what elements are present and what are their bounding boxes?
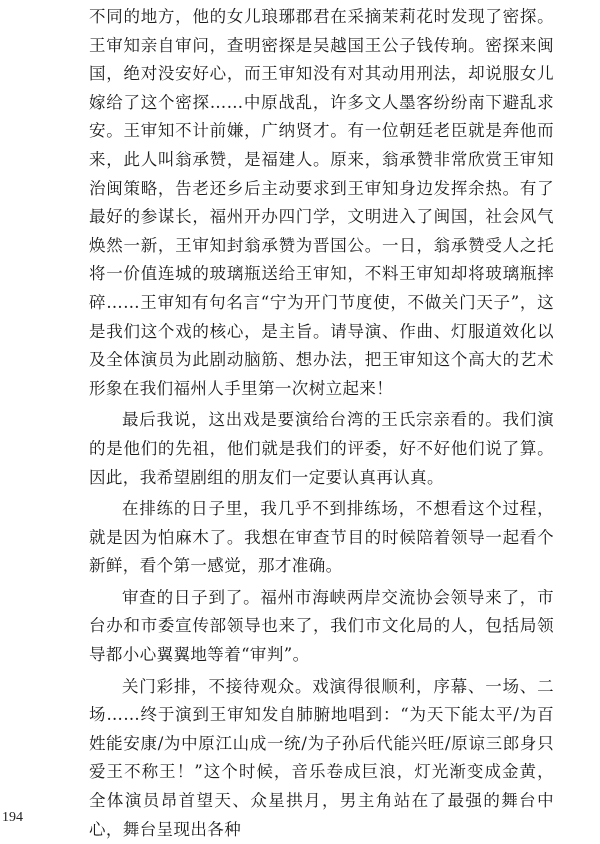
paragraph-4: 审查的日子到了。福州市海峡两岸交流协会领导来了，市台办和市委宣传部领导也来了，我们市文化局的人，包括局领导都小心翼翼地等着“审判”。 bbox=[89, 587, 554, 665]
body-text bbox=[89, 0, 554, 844]
paragraph-5: 关门彩排，不接待观众。戏演得很顺利，序幕、一场、二场……终于演到王审知发自肺腑地唱到：“为天下能太平/为百姓能安康/为中原江山成一统/为子孙后代能兴旺/原谅三郎身只爱王不称王！”这个时候，音乐卷成巨浪，灯光渐变成金黄，全体演员昂首望天、众星拱月，男主角站在了最强的舞台中心，舞台呈现出各种 bbox=[89, 676, 554, 839]
page-number: 194 bbox=[2, 810, 23, 825]
paragraph-2: 最后我说，这出戏是要演给台湾的王氏宗亲看的。我们演的是他们的先祖，他们就是我们的评委，好不好他们说了算。因此，我希望剧组的朋友们一定要认真再认真。 bbox=[89, 410, 554, 487]
paragraph-3: 在排练的日子里，我几乎不到排练场，不想看这个过程，就是因为怕麻木了。我想在审查节目的时候陪着领导一起看个新鲜，看个第一感觉，那才准确。 bbox=[89, 499, 554, 576]
paragraph-1: 不同的地方，他的女儿琅琊郡君在采摘茉莉花时发现了密探。王审知亲自审问，查明密探是吴越国王公子钱传珦。密探来闽国，绝对没安好心，而王审知没有对其动用刑法，却说服女儿嫁给了这个密探……中原战乱，许多文人墨客纷纷南下避乱求安。王审知不计前嫌，广纳贤才。有一位朝廷老臣就是奔他而来，此人叫翁承赞，是福建人。原来，翁承赞非常欣赏王审知治闽策略，告老还乡后主动要求到王审知身边发挥余热。有了最好的参谋长，福州开办四门学，文明进入了闽国，社会风气焕然一新，王审知封翁承赞为晋国公。一日，翁承赞受人之托将一价值连城的玻璃瓶送给王审知，不料王审知却将玻璃瓶摔碎……王审知有句名言“宁为开门节度使，不做关门天子”，这是我们这个戏的核心，是主旨。请导演、作曲、灯服道效化以及全体演员为此剧动脑筋、想办法，把王审知这个高大的艺术形象在我们福州人手里第一次树立起来！ bbox=[89, 7, 554, 398]
